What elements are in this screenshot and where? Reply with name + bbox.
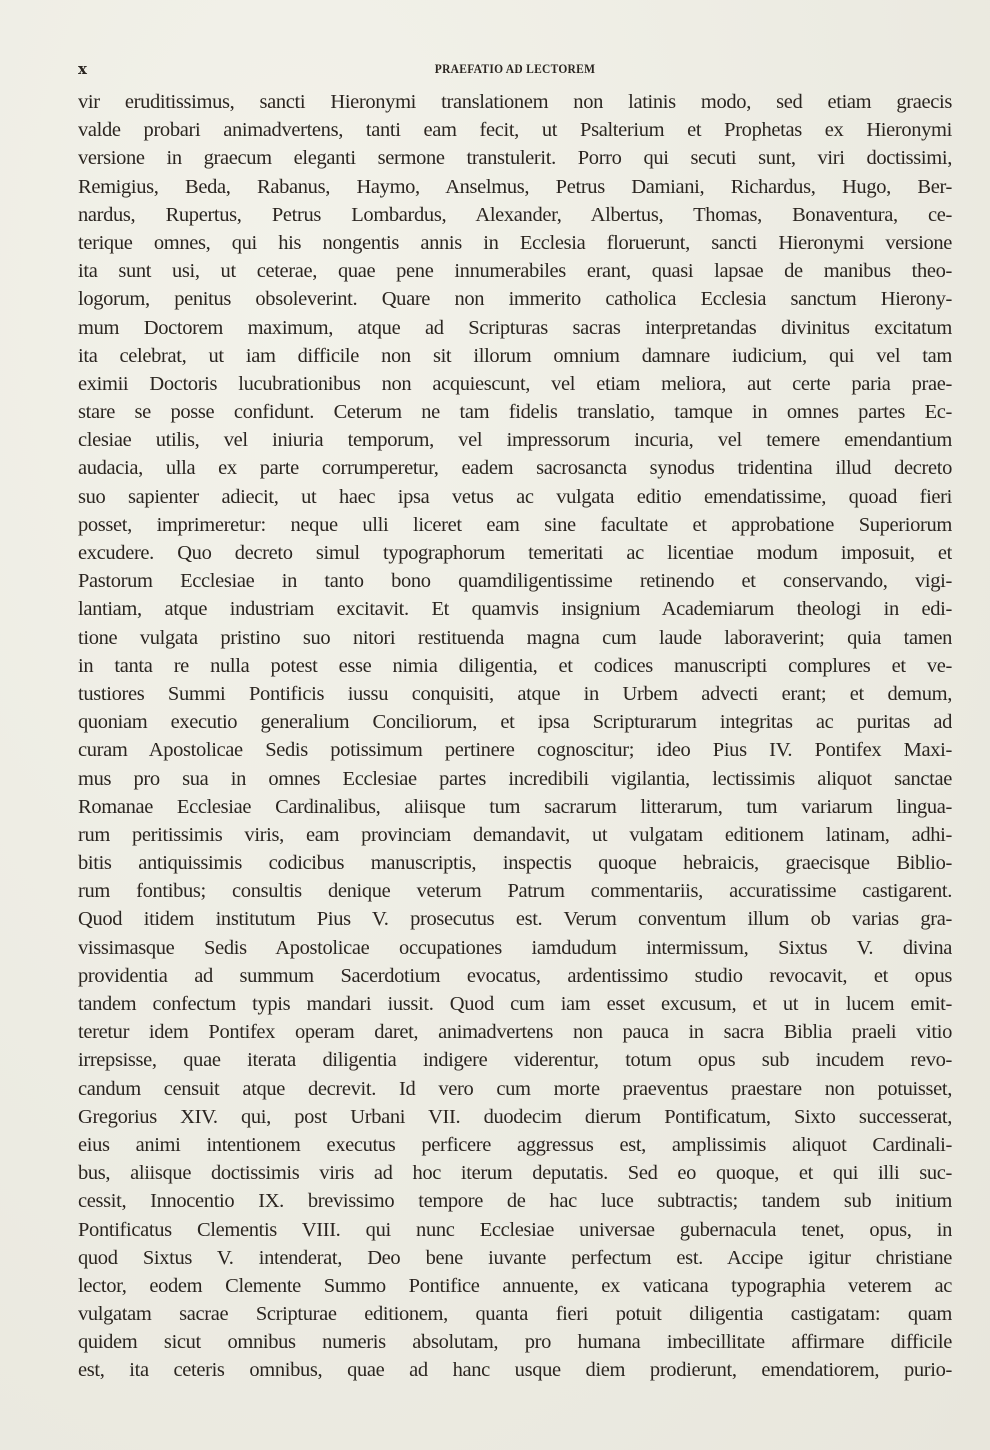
text-line: vir eruditissimus, sancti Hieronymi translationem non latinis modo, sed etiam graecis: [78, 91, 952, 113]
text-line: rum peritissimis viris, eam provinciam demandavit, ut vulgatam editionem latinam, adhi-: [78, 823, 952, 846]
text-line: excudere. Quo decreto simul typographorum temeritati ac licentiae modum imposuit, et: [78, 542, 952, 564]
text-line: lector, eodem Clemente Summo Pontifice annuente, ex vaticana typographia veterem ac: [78, 1274, 952, 1297]
text-line: Quod itidem institutum Pius V. prosecutus est. Verum conventum illum ob varias gra-: [78, 908, 952, 931]
text-line: Pastorum Ecclesiae in tanto bono quamdiligentissime retinendo et conservando, vigi-: [78, 570, 952, 593]
text-line: ita sunt usi, ut ceterae, quae pene innumerabiles erant, quasi lapsae de manibus theo-: [78, 260, 952, 283]
text-line: Pontificatus Clementis VIII. qui nunc Ecclesiae universae gubernacula tenet, opus, in: [78, 1218, 952, 1241]
text-line: est, ita ceteris omnibus, quae ad hanc usque diem prodierunt, emendatiorem, purio-: [78, 1359, 952, 1382]
text-line: terique omnes, qui his nongentis annis in Ecclesia floruerunt, sancti Hieronymi versione: [78, 231, 952, 254]
text-line: vulgatam sacrae Scripturae editionem, quanta fieri potuit diligentia castigatam: quam: [78, 1303, 952, 1326]
text-line: tandem confectum typis mandari iussit. Quod cum iam esset excusum, et ut in lucem emit-: [78, 993, 952, 1015]
text-line: posset, imprimeretur: neque ulli liceret eam sine facultate et approbatione Superiorum: [78, 513, 952, 536]
text-line: nardus, Rupertus, Petrus Lombardus, Alexander, Albertus, Thomas, Bonaventura, ce-: [78, 203, 952, 226]
text-line: tustiores Summi Pontificis iussu conquisiti, atque in Urbem advecti erant; et demum,: [78, 682, 952, 705]
text-line: providentia ad summum Sacerdotium evocatus, ardentissimo studio revocavit, et opus: [78, 964, 952, 987]
text-line: Remigius, Beda, Rabanus, Haymo, Anselmus, Petrus Damiani, Richardus, Hugo, Ber-: [78, 175, 952, 198]
page-number: x: [78, 60, 87, 78]
text-line: lantiam, atque industriam excitavit. Et quamvis insignium Academiarum theologi in edi-: [78, 598, 952, 621]
text-line: Gregorius XIV. qui, post Urbani VII. duodecim dierum Pontificatum, Sixto successerat,: [78, 1105, 952, 1128]
text-line: quidem sicut omnibus numeris absolutam, pro humana imbecillitate affirmare difficile: [78, 1331, 952, 1354]
text-line: valde probari animadvertens, tanti eam fecit, ut Psalterium et Prophetas ex Hieronymi: [78, 119, 952, 142]
text-line: eximii Doctoris lucubrationibus non acquiescunt, vel etiam meliora, aut certe paria prae-: [78, 372, 952, 395]
text-line: bus, aliisque doctissimis viris ad hoc iterum deputatis. Sed eo quoque, et qui illi suc-: [78, 1162, 952, 1185]
text-line: eius animi intentionem executus perficere aggressus est, amplissimis aliquot Cardinali-: [78, 1133, 952, 1156]
text-line: ita celebrat, ut iam difficile non sit illorum omnium damnare iudicium, qui vel tam: [78, 344, 952, 367]
text-line: irrepsisse, quae iterata diligentia indigere viderentur, totum opus sub incudem revo-: [78, 1049, 952, 1072]
text-line: stare se posse confidunt. Ceterum ne tam fidelis translatio, tamque in omnes partes Ec-: [78, 401, 952, 424]
text-line: quoniam executio generalium Conciliorum, et ipsa Scripturarum integritas ac puritas ad: [78, 711, 952, 734]
text-line: in tanta re nulla potest esse nimia diligentia, et codices manuscripti complures et ve-: [78, 654, 952, 677]
text-line: versione in graecum eleganti sermone transtulerit. Porro qui secuti sunt, viri doctissimi,: [78, 147, 952, 170]
running-title: PRAEFATIO AD LECTOREM: [434, 62, 596, 76]
text-line: vissimasque Sedis Apostolicae occupationes iamdudum intermissum, Sixtus V. divina: [78, 936, 952, 959]
text-line: mus pro sua in omnes Ecclesiae partes incredibili vigilantia, lectissimis aliquot sanctae: [78, 767, 952, 790]
text-line: rum fontibus; consultis denique veterum Patrum commentariis, accuratissime castigarent.: [78, 880, 952, 903]
text-line: candum censuit atque decrevit. Id vero cum morte praeventus praestare non potuisset,: [78, 1077, 952, 1100]
text-line: suo sapienter adiecit, ut haec ipsa vetus ac vulgata editio emendatissime, quoad fieri: [78, 485, 952, 508]
text-line: audacia, ulla ex parte corrumperetur, eadem sacrosancta synodus tridentina illud decreto: [78, 457, 952, 480]
text-line: quod Sixtus V. intenderat, Deo bene iuvante perfectum est. Accipe igitur christiane: [78, 1246, 952, 1269]
running-head: [78, 60, 952, 80]
text-line: bitis antiquissimis codicibus manuscriptis, inspectis quoque hebraicis, graecisque Biblio-: [78, 852, 952, 875]
body-text: [78, 88, 952, 1385]
text-line: Romanae Ecclesiae Cardinalibus, aliisque tum sacrarum litterarum, tum variarum lingua-: [78, 795, 952, 818]
text-line: tione vulgata pristino suo nitori restituenda magna cum laude laboraverint; quia tamen: [78, 626, 952, 649]
text-line: teretur idem Pontifex operam daret, animadvertens non pauca in sacra Biblia praeli vitio: [78, 1021, 952, 1044]
text-line: logorum, penitus obsoleverint. Quare non immerito catholica Ecclesia sanctum Hierony-: [78, 288, 952, 311]
text-line: cessit, Innocentio IX. brevissimo tempore de hac luce subtractis; tandem sub initium: [78, 1190, 952, 1213]
text-line: mum Doctorem maximum, atque ad Scripturas sacras interpretandas divinitus excitatum: [78, 316, 952, 339]
text-line: curam Apostolicae Sedis potissimum pertinere cognoscitur; ideo Pius IV. Pontifex Maxi-: [78, 739, 952, 762]
text-line: clesiae utilis, vel iniuria temporum, vel impressorum incuria, vel temere emendantium: [78, 429, 952, 452]
